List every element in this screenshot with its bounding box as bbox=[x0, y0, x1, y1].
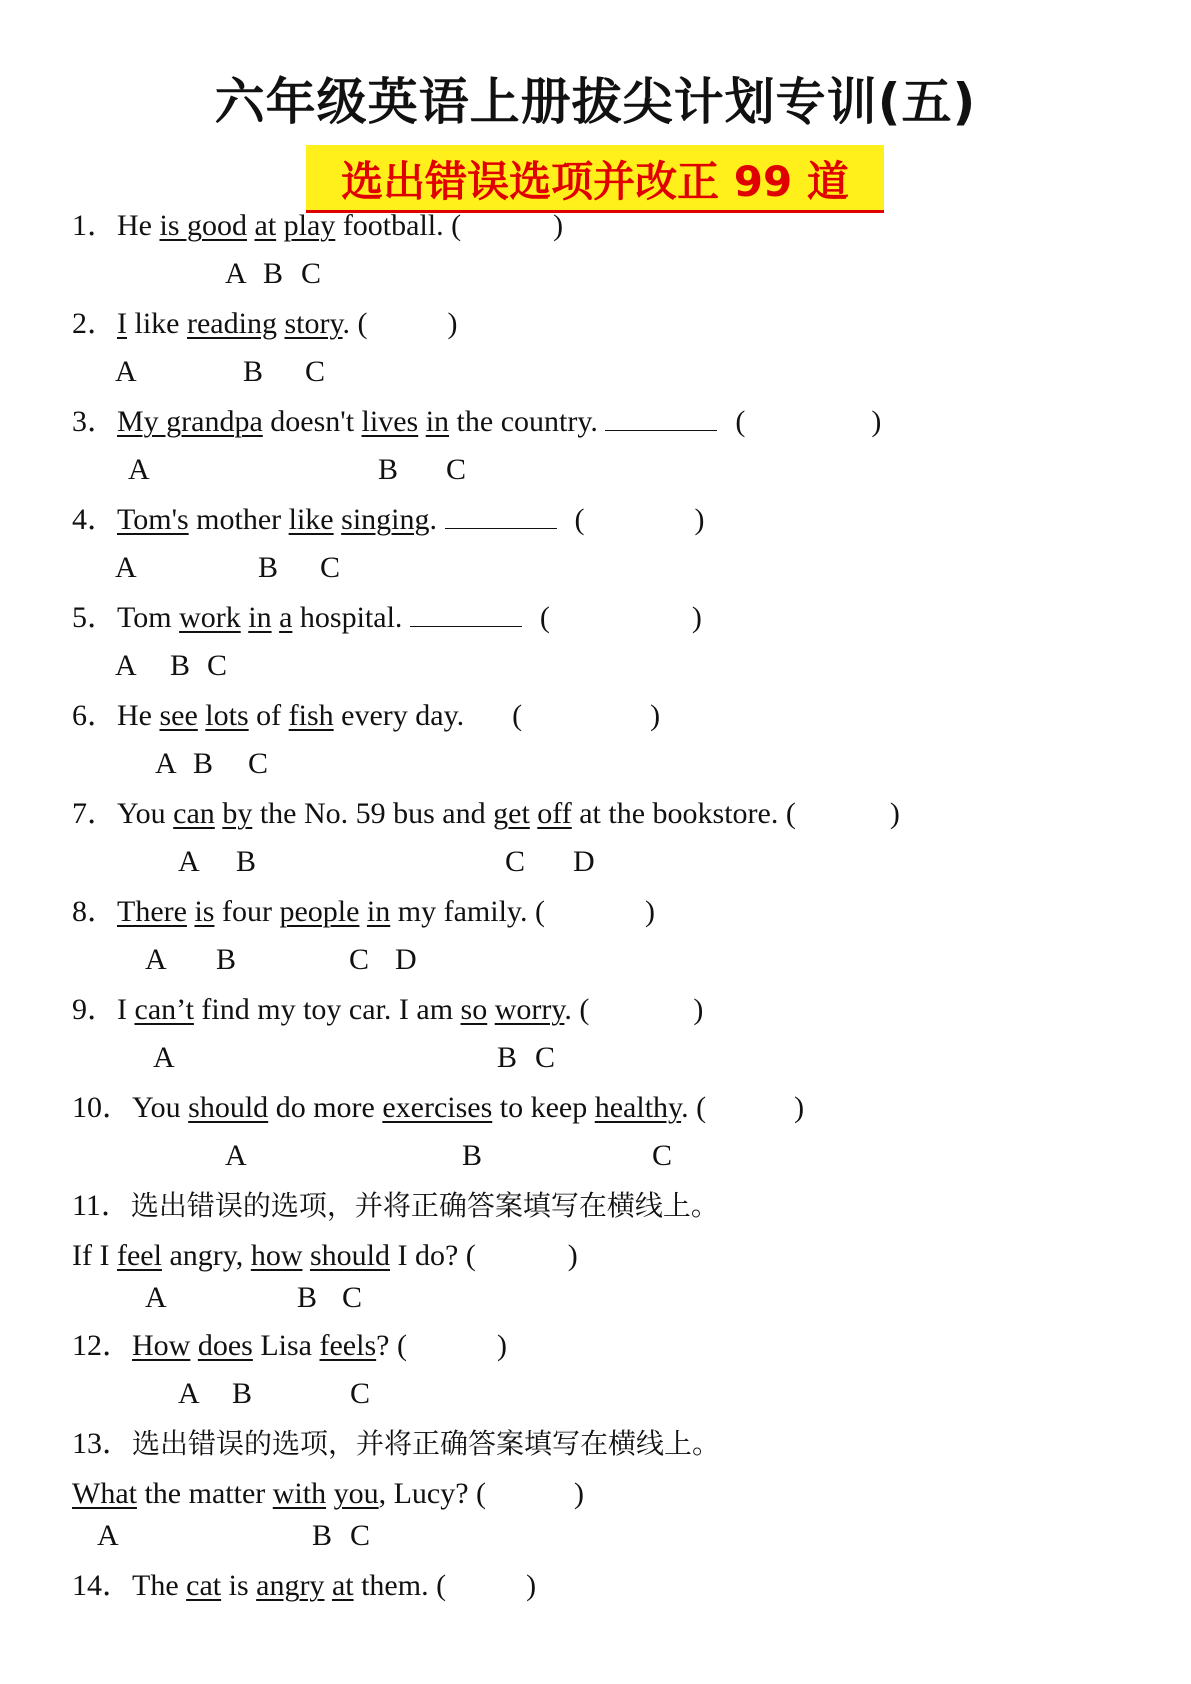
option-letter: A bbox=[225, 1139, 247, 1172]
text: is bbox=[221, 1569, 257, 1602]
option-letter: C bbox=[446, 453, 467, 486]
text: The bbox=[132, 1569, 187, 1602]
option-letter: D bbox=[395, 943, 417, 976]
question-number: 13． bbox=[72, 1427, 132, 1460]
option-letter: C bbox=[350, 1377, 371, 1410]
question-4 bbox=[72, 502, 705, 538]
question-number: 5． bbox=[72, 601, 117, 634]
option-text: fish bbox=[288, 699, 334, 732]
text: them. ( bbox=[353, 1569, 447, 1602]
option-text: is bbox=[194, 895, 215, 928]
option-text: work bbox=[179, 601, 241, 634]
text: ) bbox=[794, 1091, 805, 1124]
text: the country. bbox=[449, 405, 606, 438]
question-number: 8． bbox=[72, 895, 117, 928]
text bbox=[247, 209, 255, 242]
option-text: a bbox=[279, 601, 293, 634]
option-letter: B bbox=[497, 1041, 518, 1074]
text: He bbox=[117, 209, 160, 242]
option-letter: B bbox=[378, 453, 399, 486]
option-text: reading bbox=[187, 307, 277, 340]
option-text: What bbox=[72, 1477, 137, 1510]
option-letter: C bbox=[349, 943, 370, 976]
text bbox=[326, 1477, 334, 1510]
option-text: with bbox=[272, 1477, 327, 1510]
question-number: 7． bbox=[72, 797, 117, 830]
option-letter: A bbox=[225, 257, 247, 290]
text: If I bbox=[72, 1239, 117, 1272]
option-text: by bbox=[222, 797, 253, 830]
question-number: 3． bbox=[72, 405, 117, 438]
question-6 bbox=[72, 698, 660, 734]
option-text: should bbox=[188, 1091, 269, 1124]
text: four bbox=[214, 895, 280, 928]
question-10 bbox=[72, 1090, 804, 1126]
option-letter: B bbox=[236, 845, 257, 878]
option-letter: C bbox=[535, 1041, 556, 1074]
option-letter: B bbox=[263, 257, 284, 290]
question-13 bbox=[72, 1476, 584, 1512]
text: of bbox=[248, 699, 289, 732]
option-text: does bbox=[197, 1329, 253, 1362]
option-letter: A bbox=[178, 1377, 200, 1410]
question-12 bbox=[72, 1328, 507, 1364]
option-text: in bbox=[366, 895, 391, 928]
text: He bbox=[117, 699, 160, 732]
option-text: see bbox=[159, 699, 198, 732]
option-letters bbox=[0, 648, 1191, 684]
option-text: exercises bbox=[382, 1091, 493, 1124]
text: . ( bbox=[681, 1091, 707, 1124]
option-text: people bbox=[279, 895, 360, 928]
text bbox=[487, 993, 495, 1026]
answer-blank[interactable] bbox=[445, 504, 557, 529]
answer-blank[interactable] bbox=[605, 406, 717, 431]
text: ) bbox=[496, 1329, 507, 1362]
text: ) bbox=[567, 1239, 578, 1272]
option-text: at bbox=[254, 209, 277, 242]
option-letter: A bbox=[145, 1281, 167, 1314]
option-letters bbox=[0, 746, 1191, 782]
text: ) bbox=[889, 797, 900, 830]
option-letter: C bbox=[652, 1139, 673, 1172]
option-letter: B bbox=[232, 1377, 253, 1410]
text: Tom bbox=[117, 601, 180, 634]
text: ( bbox=[735, 405, 746, 438]
page-title: 六年级英语上册拔尖计划专训(五) bbox=[214, 73, 977, 131]
option-text: you bbox=[333, 1477, 379, 1510]
option-text: I bbox=[117, 307, 127, 340]
option-text: angry bbox=[256, 1569, 325, 1602]
option-letter: B bbox=[170, 649, 191, 682]
text: I do? ( bbox=[390, 1239, 476, 1272]
option-letter: A bbox=[178, 845, 200, 878]
option-text: so bbox=[460, 993, 488, 1026]
text: . ( bbox=[342, 307, 368, 340]
option-letter: B bbox=[193, 747, 214, 780]
option-letter: C bbox=[350, 1519, 371, 1552]
text: find my toy car. I am bbox=[193, 993, 461, 1026]
text bbox=[276, 209, 284, 242]
question-5 bbox=[72, 600, 702, 636]
question-14 bbox=[72, 1568, 536, 1604]
option-text: worry bbox=[494, 993, 565, 1026]
option-letters bbox=[0, 1280, 1191, 1316]
question-number: 10． bbox=[72, 1091, 132, 1124]
text: , Lucy? ( bbox=[378, 1477, 487, 1510]
question-11 bbox=[72, 1238, 578, 1274]
option-letter: D bbox=[573, 845, 595, 878]
text: ) bbox=[526, 1569, 537, 1602]
option-letter: A bbox=[115, 649, 137, 682]
text: ) bbox=[693, 993, 704, 1026]
option-letter: C bbox=[505, 845, 526, 878]
text: hospital. bbox=[292, 601, 410, 634]
text: ( bbox=[539, 601, 550, 634]
option-text: story bbox=[284, 307, 343, 340]
text: . bbox=[429, 503, 445, 536]
question-number: 12． bbox=[72, 1329, 132, 1362]
option-text: how bbox=[250, 1239, 303, 1272]
text: Lisa bbox=[252, 1329, 320, 1362]
option-letters bbox=[0, 256, 1191, 292]
option-letters bbox=[0, 550, 1191, 586]
question-1 bbox=[72, 208, 563, 244]
option-letter: B bbox=[258, 551, 279, 584]
option-letters bbox=[0, 354, 1191, 390]
option-text: off bbox=[537, 797, 572, 830]
text: every day. bbox=[333, 699, 465, 732]
option-letter: C bbox=[248, 747, 269, 780]
text: ) bbox=[691, 601, 702, 634]
text: ) bbox=[644, 895, 655, 928]
option-text: My grandpa bbox=[117, 405, 263, 438]
text bbox=[359, 895, 367, 928]
option-letters bbox=[0, 942, 1191, 978]
option-text: in bbox=[425, 405, 450, 438]
option-text: should bbox=[309, 1239, 390, 1272]
option-text: cat bbox=[186, 1569, 222, 1602]
text: ) bbox=[871, 405, 882, 438]
text: at the bookstore. ( bbox=[571, 797, 796, 830]
text: . ( bbox=[564, 993, 590, 1026]
option-letter: C bbox=[207, 649, 228, 682]
page-subtitle: 选出错误选项并改正 99 道 bbox=[341, 157, 849, 206]
answer-blank[interactable] bbox=[410, 602, 522, 627]
instruction: 选出错误的选项，并将正确答案填写在横线上。 bbox=[130, 1189, 719, 1222]
text: to keep bbox=[492, 1091, 595, 1124]
text: football. ( bbox=[335, 209, 462, 242]
text: ( bbox=[512, 699, 523, 732]
text: mother bbox=[188, 503, 289, 536]
option-text: can’t bbox=[134, 993, 194, 1026]
text: like bbox=[127, 307, 187, 340]
text: ) bbox=[447, 307, 458, 340]
question-number: 9． bbox=[72, 993, 117, 1026]
option-letters bbox=[0, 1138, 1191, 1174]
question-2 bbox=[72, 306, 458, 342]
text: the matter bbox=[136, 1477, 273, 1510]
text bbox=[272, 601, 280, 634]
question-number: 6． bbox=[72, 699, 117, 732]
question-9 bbox=[72, 992, 703, 1028]
question-3 bbox=[72, 404, 881, 440]
option-text: lives bbox=[361, 405, 419, 438]
option-letter: A bbox=[97, 1519, 119, 1552]
text bbox=[324, 1569, 332, 1602]
option-letter: C bbox=[342, 1281, 363, 1314]
option-text: play bbox=[283, 209, 336, 242]
option-letter: C bbox=[320, 551, 341, 584]
text bbox=[302, 1239, 310, 1272]
text bbox=[418, 405, 426, 438]
option-letter: B bbox=[216, 943, 237, 976]
option-text: at bbox=[331, 1569, 354, 1602]
option-letter: B bbox=[243, 355, 264, 388]
text: You bbox=[117, 797, 174, 830]
question-7 bbox=[72, 796, 900, 832]
option-text: feels bbox=[319, 1329, 377, 1362]
option-text: lots bbox=[205, 699, 249, 732]
option-letter: A bbox=[153, 1041, 175, 1074]
option-letter: A bbox=[155, 747, 177, 780]
option-text: can bbox=[173, 797, 215, 830]
option-text: get bbox=[493, 797, 530, 830]
option-letters bbox=[0, 1040, 1191, 1076]
question-number: 11． bbox=[72, 1189, 131, 1222]
option-letter: B bbox=[462, 1139, 483, 1172]
instruction: 选出错误的选项，并将正确答案填写在横线上。 bbox=[132, 1427, 721, 1460]
text: ) bbox=[574, 1477, 585, 1510]
option-letters bbox=[0, 1518, 1191, 1554]
option-text: singing bbox=[341, 503, 430, 536]
text bbox=[190, 1329, 198, 1362]
option-letters bbox=[0, 1376, 1191, 1412]
question-number: 1． bbox=[72, 209, 117, 242]
question-8 bbox=[72, 894, 655, 930]
option-letter: C bbox=[305, 355, 326, 388]
option-letters bbox=[0, 844, 1191, 880]
question-number: 14． bbox=[72, 1569, 132, 1602]
option-text: healthy bbox=[594, 1091, 682, 1124]
option-text: like bbox=[288, 503, 334, 536]
question-11-instruction bbox=[72, 1188, 719, 1224]
text: You bbox=[132, 1091, 189, 1124]
option-text: There bbox=[117, 895, 187, 928]
text: do more bbox=[268, 1091, 383, 1124]
text: doesn't bbox=[262, 405, 362, 438]
text: ) bbox=[553, 209, 564, 242]
option-letter: B bbox=[312, 1519, 333, 1552]
text: ) bbox=[650, 699, 661, 732]
text: I bbox=[117, 993, 135, 1026]
option-letter: C bbox=[301, 257, 322, 290]
option-text: in bbox=[248, 601, 272, 634]
text: the No. 59 bus and bbox=[252, 797, 494, 830]
option-letter: A bbox=[115, 551, 137, 584]
question-number: 2． bbox=[72, 307, 117, 340]
text: ? ( bbox=[376, 1329, 407, 1362]
option-text: Tom's bbox=[117, 503, 189, 536]
option-text: is good bbox=[159, 209, 247, 242]
text: ( bbox=[574, 503, 585, 536]
option-letter: A bbox=[115, 355, 137, 388]
option-letters bbox=[0, 452, 1191, 488]
text: my family. ( bbox=[390, 895, 545, 928]
question-number: 4． bbox=[72, 503, 117, 536]
option-text: How bbox=[132, 1329, 191, 1362]
option-letter: B bbox=[297, 1281, 318, 1314]
option-letter: A bbox=[145, 943, 167, 976]
text: angry, bbox=[161, 1239, 251, 1272]
question-13-instruction bbox=[72, 1426, 720, 1462]
text: ) bbox=[694, 503, 705, 536]
option-text: feel bbox=[116, 1239, 162, 1272]
option-letter: A bbox=[128, 453, 150, 486]
